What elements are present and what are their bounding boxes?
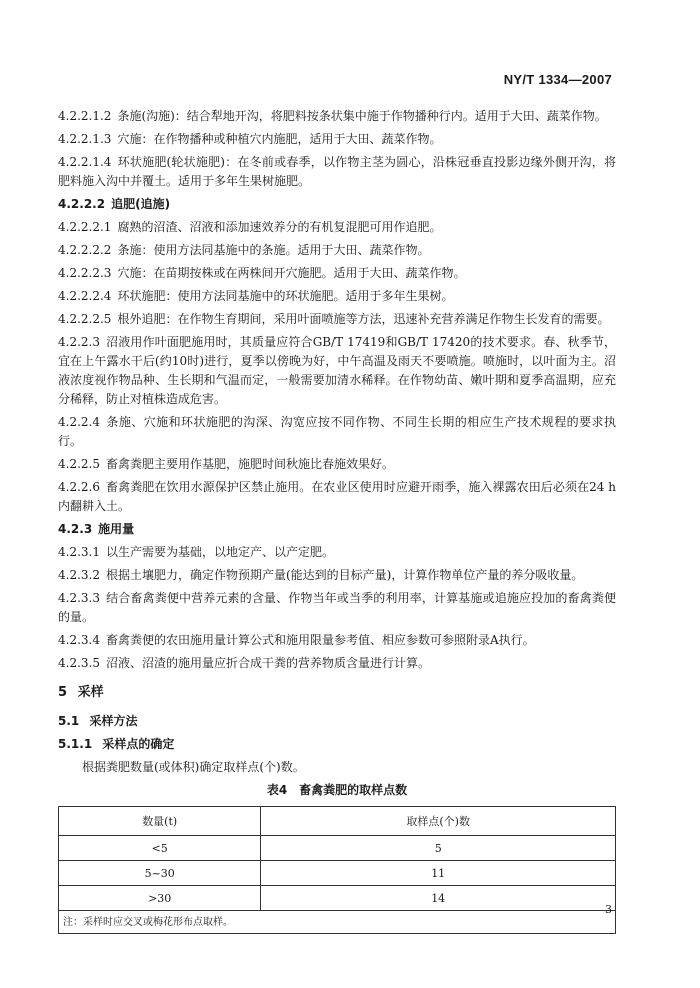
section-5-1-1-text: 根据粪肥数量(或体积)确定取样点(个)数。 <box>82 760 305 774</box>
table-title: 表4 畜禽粪肥的取样点数 <box>266 783 408 797</box>
clause-paragraph <box>58 654 616 673</box>
clause-heading <box>58 520 616 539</box>
clause-text: 根据土壤肥力，确定作物预期产量(能达到的目标产量)，计算作物单位产量的养分吸收量。 <box>105 568 584 582</box>
clause-number: 4.2.2.2.4 <box>58 289 112 303</box>
clause-paragraph <box>58 310 616 329</box>
clause-text: 畜禽粪肥在饮用水源保护区禁止施用。在农业区使用时应避开雨季，施入裸露农田后必须在24 h内翻耕入土。 <box>58 480 616 513</box>
clause-number: 4.2.2.2.5 <box>58 312 112 326</box>
table-cell: 5~30 <box>59 861 261 886</box>
clause-paragraph <box>58 413 616 451</box>
clause-text: 条施(沟施)：结合犁地开沟，将肥料按条状集中施于作物播种行内。适用于大田、蔬菜作物。 <box>117 109 607 123</box>
clause-text: 穴施：在作物播种或种植穴内施肥，适用于大田、蔬菜作物。 <box>117 132 442 146</box>
clause-paragraph <box>58 264 616 283</box>
table-note: 注：采样时应交叉或梅花形布点取样。 <box>59 911 616 934</box>
section-title: 采样点的确定 <box>102 737 175 751</box>
clause-paragraph <box>58 566 616 585</box>
clause-paragraph <box>58 218 616 237</box>
clause-number: 4.2.2.1.3 <box>58 132 112 146</box>
clause-number: 4.2.3.5 <box>58 656 100 670</box>
clause-text: 环状施肥：使用方法同基施中的环状施肥。适用于多年生果树。 <box>117 289 454 303</box>
clause-text: 腐熟的沼渣、沼液和添加速效养分的有机复混肥可用作追肥。 <box>117 220 442 234</box>
table-cell: <5 <box>59 836 261 861</box>
section-5-1-heading <box>58 712 616 731</box>
table-cell: 11 <box>261 861 616 886</box>
clause-text: 畜禽粪肥主要用作基肥，施肥时间秋施比春施效果好。 <box>105 457 394 471</box>
clause-paragraph <box>58 455 616 474</box>
clause-paragraph <box>58 107 616 126</box>
clause-text: 施用量 <box>98 522 135 536</box>
clause-number: 4.2.3 <box>58 522 93 536</box>
clause-number: 4.2.3.3 <box>58 591 100 605</box>
clause-paragraph <box>58 241 616 260</box>
clause-text: 条施：使用方法同基施中的条施。适用于大田、蔬菜作物。 <box>117 243 430 257</box>
body-text <box>58 107 616 934</box>
table-cell: 5 <box>261 836 616 861</box>
clause-text: 条施、穴施和环状施肥的沟深、沟宽应按不同作物、不同生长期的相应生产技术规程的要求执行。 <box>58 415 616 448</box>
clause-text: 畜禽粪便的农田施用量计算公式和施用限量参考值、相应参数可参照附录A执行。 <box>105 633 535 647</box>
clause-number: 4.2.2.1.4 <box>58 155 112 169</box>
clause-number: 4.2.2.2.1 <box>58 220 112 234</box>
clause-number: 4.2.2.5 <box>58 457 100 471</box>
clause-paragraph <box>58 589 616 627</box>
clause-number: 4.2.3.2 <box>58 568 100 582</box>
table-row <box>59 886 616 911</box>
table-cell: >30 <box>59 886 261 911</box>
clause-number: 4.2.3.1 <box>58 545 100 559</box>
clause-number: 4.2.2.2 <box>58 197 106 211</box>
clause-text: 以生产需要为基础，以地定产、以产定肥。 <box>105 545 334 559</box>
table-header-sample-points: 取样点(个)数 <box>261 807 616 836</box>
paragraph-list <box>58 107 616 673</box>
clause-text: 沼液用作叶面肥施用时，其质量应符合GB/T 17419和GB/T 17420的技术要求。春、秋季节，宜在上午露水干后(约10时)进行，夏季以傍晚为好，中午高温及雨天不要喷施。喷施时，以叶面为主。沼液浓度视作物品种、生长期和气温而定，一般需要加清水稀释。在作物幼苗、嫩叶期和夏季高温期，应充分稀释，防止对植株造成危害。 <box>58 335 616 406</box>
clause-number: 4.2.2.6 <box>58 480 100 494</box>
clause-number: 4.2.3.4 <box>58 633 100 647</box>
clause-number: 4.2.2.3 <box>58 335 100 349</box>
section-title: 采样方法 <box>89 714 138 728</box>
table-row <box>59 861 616 886</box>
standard-code-header: NY/T 1334—2007 <box>503 72 612 87</box>
section-title: 采样 <box>77 685 104 700</box>
clause-number: 4.2.2.2.3 <box>58 266 112 280</box>
section-number: 5 <box>58 685 68 700</box>
page-number: 3 <box>605 903 612 916</box>
clause-paragraph <box>58 153 616 191</box>
clause-paragraph <box>58 631 616 650</box>
clause-heading <box>58 195 616 214</box>
clause-paragraph <box>58 478 616 516</box>
clause-number: 4.2.2.4 <box>58 415 100 429</box>
clause-text: 环状施肥(轮状施肥)：在冬前或春季，以作物主茎为圆心，沿株冠垂直投影边缘外侧开沟，将肥料施入沟中并覆土。适用于多年生果树施肥。 <box>58 155 616 188</box>
table-cell: 14 <box>261 886 616 911</box>
clause-text: 穴施：在苗期按株或在两株间开穴施肥。适用于大田、蔬菜作物。 <box>117 266 466 280</box>
table-row <box>59 836 616 861</box>
clause-paragraph <box>58 287 616 306</box>
section-5-heading <box>58 683 616 702</box>
section-number: 5.1.1 <box>58 737 93 751</box>
sampling-points-table <box>58 806 616 934</box>
table-header-quantity: 数量(t) <box>59 807 261 836</box>
clause-paragraph <box>58 130 616 149</box>
clause-number: 4.2.2.2.2 <box>58 243 112 257</box>
clause-text: 追肥(追施) <box>111 197 171 211</box>
clause-text: 结合畜禽粪便中营养元素的含量、作物当年或当季的利用率，计算基施或追施应投加的畜禽粪便的量。 <box>58 591 616 624</box>
clause-paragraph <box>58 543 616 562</box>
section-5-1-1-heading <box>58 735 616 754</box>
clause-text: 根外追肥：在作物生育期间，采用叶面喷施等方法，迅速补充营养满足作物生长发育的需要。 <box>117 312 610 326</box>
clause-number: 4.2.2.1.2 <box>58 109 112 123</box>
clause-text: 沼液、沼渣的施用量应折合成干粪的营养物质含量进行计算。 <box>105 656 430 670</box>
section-number: 5.1 <box>58 714 80 728</box>
clause-paragraph <box>58 333 616 409</box>
